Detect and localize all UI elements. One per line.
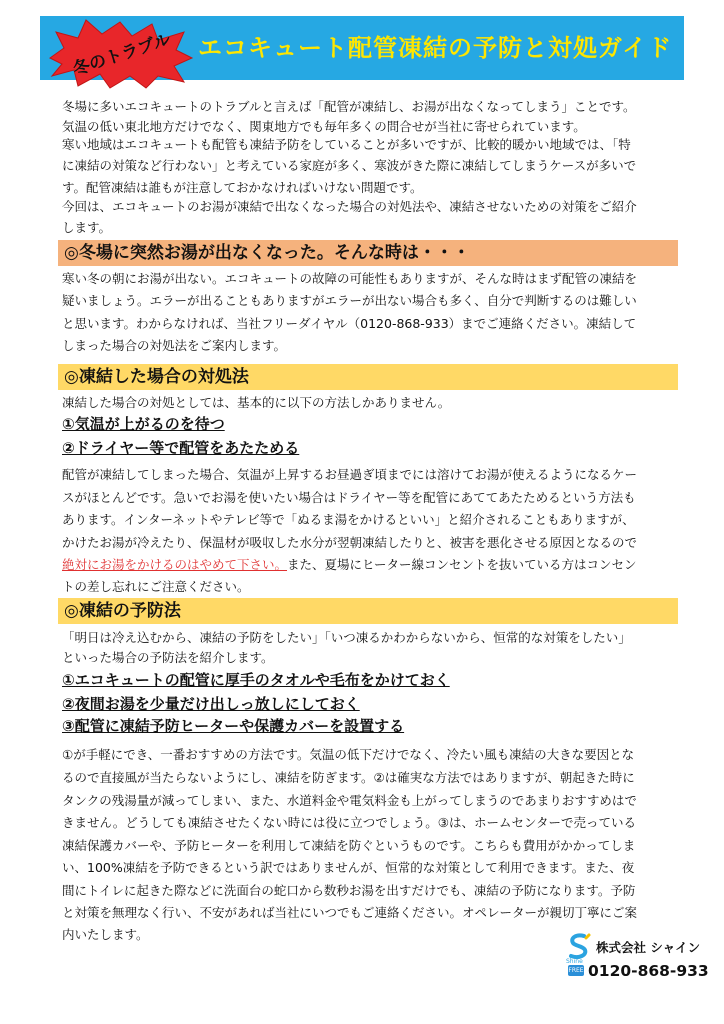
body-line: 配管が凍結してしまった場合、気温が上昇するお昼過ぎ頃までには溶けてお湯が使えるようになるケー [62,467,638,482]
body-line: 間にトイレに起きた際などに洗面台の蛇口から数秒お湯を出すだけでも、凍結の予防になります。予防 [62,883,636,898]
warning-text: 絶対にお湯をかけるのはやめて下さい。 [62,557,288,572]
body-line: ①が手軽にでき、一番おすすめの方法です。気温の低下だけでなく、冷たい風も凍結の大きな要因とな [62,747,635,762]
badge-label: 冬のトラブル [70,29,174,81]
prevention-method-1: ①エコキュートの配管に厚手のタオルや毛布をかけておく [62,671,450,689]
body-line-warning [62,554,686,576]
body-line: るので直接風が当たらないようにし、凍結を防ぎます。②は確実な方法ではありますが、朝起きた時に [62,770,635,785]
trouble-badge [46,18,194,90]
prevention-method-2: ②夜間お湯を少量だけ出しっ放しにしておく [62,695,360,713]
body-line: と対策を無理なく行い、不安があれば当社にいつでもご連絡ください。オペレーターが親切丁寧にご案 [62,905,638,920]
section-heading-frozen-remedy: ◎凍結した場合の対処法 [58,364,678,390]
phone-contact[interactable] [568,960,708,984]
body-line: 疑いましょう。エラーが出ることもありますがエラーが出ない場合も多く、自分で判断するのは難しい [62,293,637,308]
body-line: あります。インターネットやテレビ等で「ぬるま湯をかけるといい」と紹介されることもありますが、 [62,512,635,527]
section-heading-prevention: ◎凍結の予防法 [58,598,678,624]
section3-lead: 「明日は冷え込むから、凍結の予防をしたい」「いつ凍るかわからないから、恒常的な対策をしたい」 [62,630,631,645]
remedy-method-1: ①気温が上がるのを待つ [62,415,225,433]
phone-number[interactable]: 0120-868-933 [588,962,709,980]
body-line: スがほとんどです。急いでお湯を使いたい場合はドライヤー等を配管にあててあたためるという方法も [62,490,636,505]
remedy-method-2: ②ドライヤー等で配管をあたためる [62,439,300,457]
intro-line: します。 [62,220,112,235]
body-line: 寒い冬の朝にお湯が出ない。エコキュートの故障の可能性もありますが、そんな時はまず配管の凍結を [62,271,638,286]
prevention-method-3: ③配管に凍結予防ヒーターや保護カバーを設置する [62,717,405,735]
body-line: 凍結保護カバーや、予防ヒーターを利用して凍結を防ぐというものです。こちらも費用がかかってしま [62,838,636,853]
intro-line: す。配管凍結は誰もが注意しておかなければいけない問題です。 [62,180,423,195]
body-line: と思います。わからなければ、当社フリーダイヤル（0120-868-933）までご連絡ください。凍結して [62,316,637,331]
intro-line: 冬場に多いエコキュートのトラブルと言えば「配管が凍結し、お湯が出なくなってしまう」ことです。 [62,99,636,114]
intro-line: 今回は、エコキュートのお湯が凍結で出なくなった場合の対処法や、凍結させないための対策をご紹介 [62,199,637,214]
body-line: きません。どうしても凍結させたくない時には役に立つでしょう。③は、ホームセンターで売っている [62,815,636,830]
body-line: 内いたします。 [62,927,149,942]
body-line: トの差し忘れにご注意ください。 [62,579,250,594]
body-line: い、100%凍結を予防できるという訳ではありませんが、恒常的な対策として利用できます。また、夜 [62,860,635,875]
intro-line: 寒い地域はエコキュートも配管も凍結予防をしていることが多いですが、比較的暖かい地域では、「特 [62,137,631,152]
body-line: タンクの残湯量が減ってしまい、また、水道料金や電気料金も上がってしまうのであまりおすすめはで [62,793,637,808]
free-dial-label: FREE [568,967,584,974]
intro-line: 気温の低い東北地方だけでなく、関東地方でも毎年多くの問合せが当社に寄せられています。 [62,119,586,134]
section2-lead: 凍結した場合の対処としては、基本的に以下の方法しかありません。 [62,395,451,410]
company-name: 株式会社 シャイン [596,940,701,955]
section-heading-sudden-no-hot-water: ◎冬場に突然お湯が出なくなった。そんな時は・・・ [58,240,678,266]
intro-line: に凍結の対策など行わない」と考えている家庭が多く、寒波がきた際に凍結してしまうケースが多いで [62,158,637,173]
logo-subtext: Shine [566,958,583,965]
page-title: エコキュート配管凍結の予防と対処ガイド [198,34,673,62]
body-line: しまった場合の対処法をご案内します。 [62,338,287,353]
after-warning-text: また、夏場にヒーター線コンセントを抜いている方はコンセン [287,557,637,572]
body-line: かけたお湯が冷えたり、保温材が吸収した水分が翌朝凍結したりと、被害を悪化させる原因となるので [62,535,638,550]
section3-lead: といった場合の予防法を紹介します。 [62,650,274,665]
